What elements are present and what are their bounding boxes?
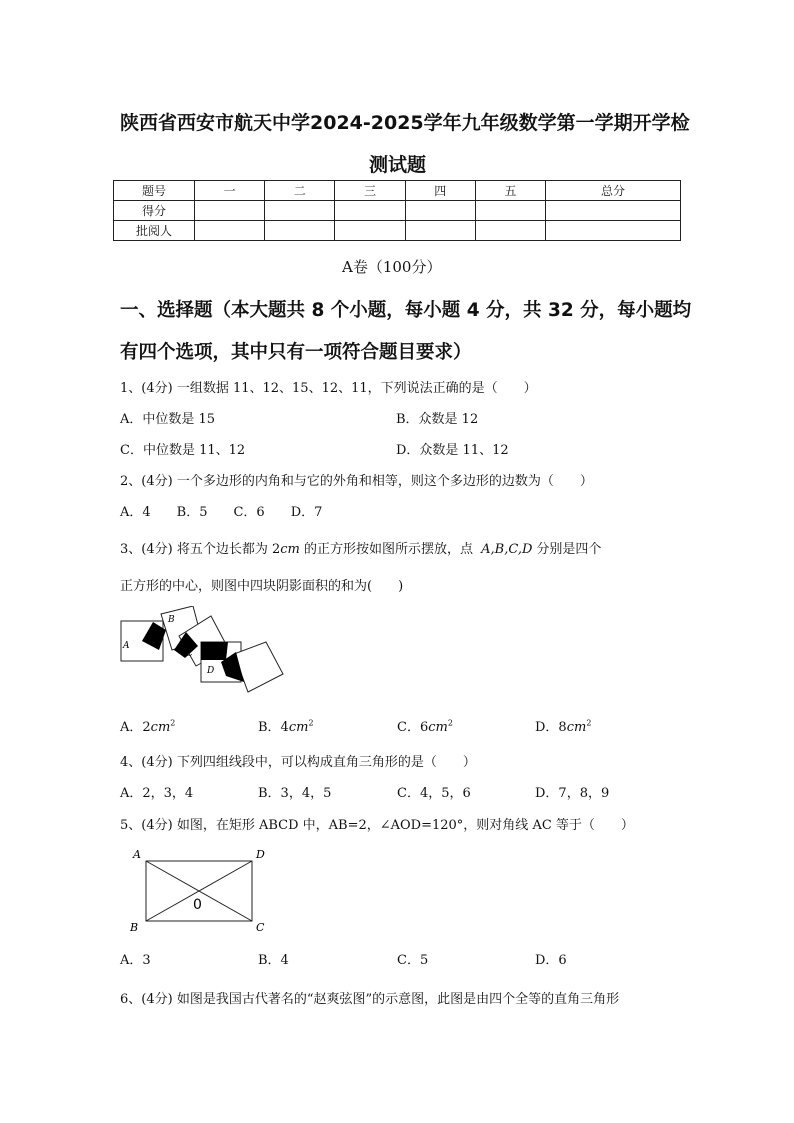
- question-1-text: 1、(4分) 一组数据 11、12、15、12、11，下列说法正确的是（ ）: [120, 381, 537, 396]
- q3-option-a-unit: cm: [150, 720, 171, 735]
- q3-option-d[interactable]: [535, 716, 591, 735]
- q3-option-c-unit: cm: [428, 720, 448, 735]
- score-cell[interactable]: [265, 201, 335, 221]
- reviewer-cell[interactable]: [195, 221, 265, 241]
- q4-option-a[interactable]: A．2，3，4: [120, 786, 194, 801]
- q4-option-d[interactable]: D．7，8，9: [535, 786, 610, 801]
- q4-option-c[interactable]: C．4，5，6: [397, 786, 471, 801]
- q3-option-c-label: C．6: [397, 720, 429, 735]
- rectangle-figure: [126, 844, 276, 936]
- q5-option-a[interactable]: A．3: [120, 953, 151, 968]
- score-table: [113, 180, 681, 241]
- label-vertex-a: A: [133, 848, 141, 861]
- reviewer-cell[interactable]: [546, 221, 681, 241]
- score-table-header-cell: 总分: [546, 181, 681, 201]
- section-1-heading: 一、选择题（本大题共 8 个小题，每小题 4 分，共 32 分，每小题均: [120, 300, 692, 321]
- score-table-header-row: [114, 181, 681, 201]
- q1-option-c[interactable]: C．中位数是 11、12: [120, 443, 246, 458]
- q3-option-b-unit: cm: [288, 720, 309, 735]
- q3-option-d-sup: 2: [586, 718, 592, 728]
- score-cell[interactable]: [405, 201, 475, 221]
- q3-text-part2: 的正方形按如图所示摆放，点: [299, 542, 473, 557]
- q3-option-c-sup: 2: [447, 718, 453, 728]
- question-5-text: 5、(4分) 如图，在矩形 ABCD 中，AB=2，∠AOD=120°，则对角线 AC 等于（ ）: [120, 818, 634, 833]
- score-table-header-cell: 五: [475, 181, 545, 201]
- label-vertex-c: C: [256, 921, 265, 934]
- label-vertex-b: B: [130, 921, 139, 934]
- q3-text-part3: 分别是四个: [536, 542, 602, 557]
- page-title: 陕西省西安市航天中学2024-2025学年九年级数学第一学期开学检: [120, 112, 690, 134]
- score-table-header-cell: 题号: [114, 181, 195, 201]
- q3-points: A,B,C,D: [481, 542, 533, 557]
- label-c: C: [186, 649, 193, 659]
- q3-option-a[interactable]: [120, 716, 175, 735]
- label-center-o: 0: [193, 897, 202, 913]
- score-table-header-cell: 三: [335, 181, 405, 201]
- q2-options[interactable]: A．4 B．5 C．6 D．7: [120, 505, 323, 520]
- section-1-heading-line2: 有四个选项，其中只有一项符合题目要求）: [120, 342, 472, 363]
- q5-option-b[interactable]: B．4: [258, 953, 289, 968]
- q1-option-b[interactable]: B．众数是 12: [396, 412, 479, 427]
- q4-option-b[interactable]: B．3，4，5: [258, 786, 332, 801]
- question-6-text: 6、(4分) 如图是我国古代著名的“赵爽弦图”的示意图，此图是由四个全等的直角三角形: [120, 992, 620, 1007]
- q3-option-b-label: B．4: [258, 720, 289, 735]
- score-table-row: [114, 201, 681, 221]
- q1-option-d[interactable]: D．众数是 11、12: [396, 443, 509, 458]
- q3-option-d-label: D．8: [535, 720, 567, 735]
- score-cell[interactable]: [475, 201, 545, 221]
- score-cell[interactable]: [195, 201, 265, 221]
- question-2-text: 2、(4分) 一个多边形的内角和与它的外角和相等，则这个多边形的边数为（ ）: [120, 474, 593, 489]
- q3-option-a-sup: 2: [170, 718, 176, 728]
- question-4-text: 4、(4分) 下列四组线段中，可以构成直角三角形的是（ ）: [120, 755, 476, 770]
- score-table-header-cell: 二: [265, 181, 335, 201]
- reviewer-cell[interactable]: [335, 221, 405, 241]
- label-b: B: [168, 615, 175, 625]
- reviewer-cell[interactable]: [265, 221, 335, 241]
- q3-text-part1: 3、(4分) 将五个边长都为 2: [120, 542, 281, 557]
- reviewer-cell[interactable]: [475, 221, 545, 241]
- q3-option-b-sup: 2: [308, 718, 314, 728]
- score-table-header-cell: 一: [195, 181, 265, 201]
- section-a-heading: A卷（100分）: [342, 258, 442, 276]
- q5-option-c[interactable]: C．5: [397, 953, 429, 968]
- q3-option-a-label: A．2: [120, 720, 151, 735]
- shaded-region-3: [201, 642, 228, 660]
- q1-option-a[interactable]: A．中位数是 15: [120, 412, 216, 427]
- q3-option-d-unit: cm: [566, 720, 587, 735]
- squares-figure: [116, 606, 288, 702]
- q3-option-b[interactable]: [258, 716, 314, 735]
- reviewer-cell[interactable]: [405, 221, 475, 241]
- question-3-text: [120, 538, 601, 557]
- score-cell[interactable]: [335, 201, 405, 221]
- score-table-row: [114, 221, 681, 241]
- q3-unit: cm: [280, 542, 300, 557]
- score-table-header-cell: 四: [405, 181, 475, 201]
- label-a: A: [123, 641, 130, 651]
- score-table-row-label: 批阅人: [114, 221, 195, 241]
- score-cell[interactable]: [546, 201, 681, 221]
- label-vertex-d: D: [256, 848, 265, 861]
- score-table-row-label: 得分: [114, 201, 195, 221]
- page-title-line2: 测试题: [369, 154, 427, 176]
- label-d: D: [207, 666, 215, 676]
- q3-option-c[interactable]: [397, 716, 453, 735]
- q5-option-d[interactable]: D．6: [535, 953, 567, 968]
- question-3-text-line2: 正方形的中心，则图中四块阴影面积的和为( ): [120, 579, 404, 594]
